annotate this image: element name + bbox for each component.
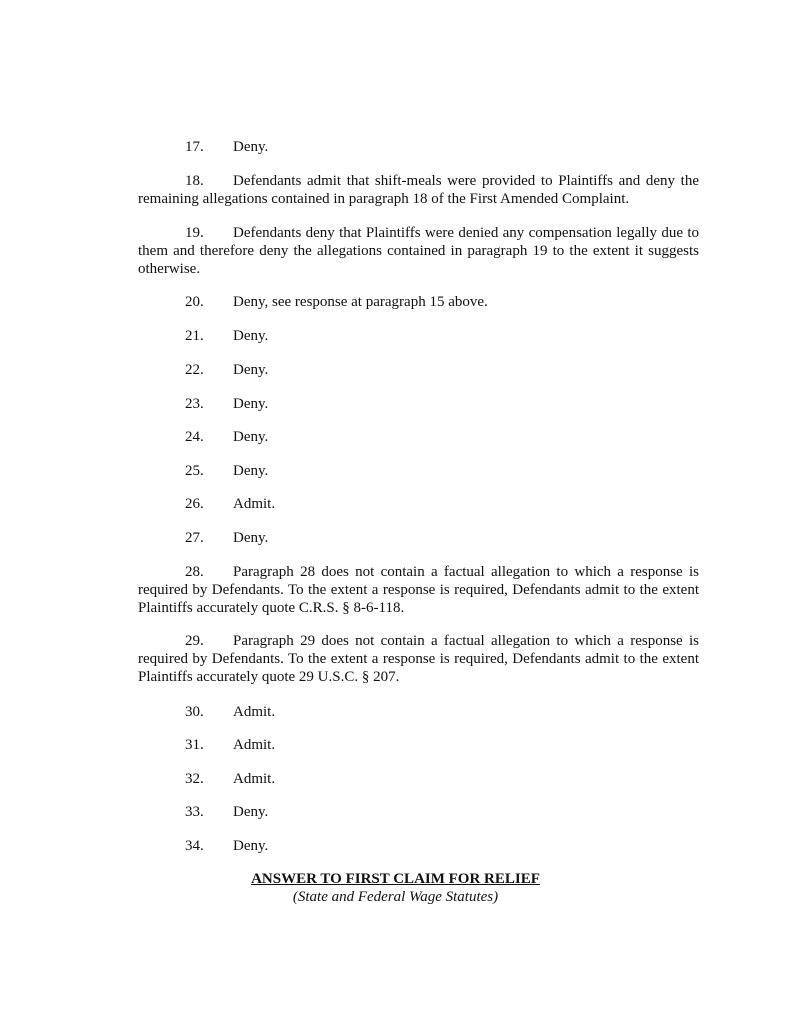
- paragraph-text: Deny.: [233, 838, 269, 854]
- paragraph-text: Defendants admit that shift-meals were provided to Plaintiffs and deny the remaining allegations contained in paragraph 18 of the First Amended Complaint.: [138, 173, 699, 207]
- paragraph-number: 29.: [185, 633, 204, 649]
- paragraph-number: 21.: [185, 328, 204, 344]
- paragraph-number: 23.: [185, 396, 204, 412]
- paragraph-number: 33.: [185, 804, 204, 820]
- paragraph-text: Deny.: [233, 396, 269, 412]
- paragraph-31: [138, 736, 699, 754]
- paragraph-number: 28.: [185, 564, 204, 580]
- paragraph-25: [138, 462, 699, 480]
- paragraph-text: Deny, see response at paragraph 15 above.: [233, 294, 488, 310]
- paragraph-30: [138, 703, 699, 721]
- paragraph-number: 31.: [185, 737, 204, 753]
- paragraph-27: [138, 529, 699, 547]
- paragraph-number: 24.: [185, 429, 204, 445]
- paragraph-number: 22.: [185, 362, 204, 378]
- paragraph-33: [138, 803, 699, 821]
- paragraph-21: [138, 327, 699, 345]
- paragraph-text: Deny.: [233, 362, 269, 378]
- paragraph-text: Admit.: [233, 704, 276, 720]
- paragraph-23: [138, 395, 699, 413]
- paragraph-text: Paragraph 28 does not contain a factual allegation to which a response is required by Defendants. To the extent a response is required, Defendants admit to the extent Plaintiffs accurately quote C.R.S. § 8-6-118.: [138, 564, 699, 616]
- paragraph-22: [138, 361, 699, 379]
- paragraph-number: 27.: [185, 530, 204, 546]
- paragraph-text: Admit.: [233, 771, 276, 787]
- paragraph-20: [138, 293, 699, 311]
- paragraph-19: [138, 224, 699, 278]
- paragraph-text: Defendants deny that Plaintiffs were denied any compensation legally due to them and therefore deny the allegations contained in paragraph 19 to the extent it suggests otherwise.: [138, 225, 699, 277]
- section-subheading: (State and Federal Wage Statutes): [292, 889, 499, 905]
- paragraph-32: [138, 770, 699, 788]
- paragraph-number: 25.: [185, 463, 204, 479]
- paragraph-18: [138, 172, 699, 208]
- paragraph-34: [138, 837, 699, 855]
- paragraph-text: Admit.: [233, 496, 276, 512]
- paragraph-text: Deny.: [233, 328, 269, 344]
- paragraph-text: Paragraph 29 does not contain a factual allegation to which a response is required by Defendants. To the extent a response is required, Defendants admit to the extent Plaintiffs accurately quote 29 U.S.C. § 207.: [138, 633, 699, 685]
- paragraph-text: Admit.: [233, 737, 276, 753]
- paragraph-29: [138, 632, 699, 686]
- paragraph-text: Deny.: [233, 463, 269, 479]
- paragraph-text: Deny.: [233, 429, 269, 445]
- paragraph-17: [138, 138, 699, 156]
- paragraph-text: Deny.: [233, 804, 269, 820]
- paragraph-number: 20.: [185, 294, 204, 310]
- paragraph-text: Deny.: [233, 139, 269, 155]
- paragraph-number: 18.: [185, 173, 204, 189]
- paragraph-number: 19.: [185, 225, 204, 241]
- paragraph-number: 30.: [185, 704, 204, 720]
- paragraph-number: 32.: [185, 771, 204, 787]
- paragraph-26: [138, 495, 699, 513]
- paragraph-28: [138, 563, 699, 617]
- section-heading: ANSWER TO FIRST CLAIM FOR RELIEF: [251, 871, 540, 887]
- paragraph-text: Deny.: [233, 530, 269, 546]
- paragraph-number: 26.: [185, 496, 204, 512]
- paragraph-24: [138, 428, 699, 446]
- paragraph-number: 34.: [185, 838, 204, 854]
- paragraph-number: 17.: [185, 139, 204, 155]
